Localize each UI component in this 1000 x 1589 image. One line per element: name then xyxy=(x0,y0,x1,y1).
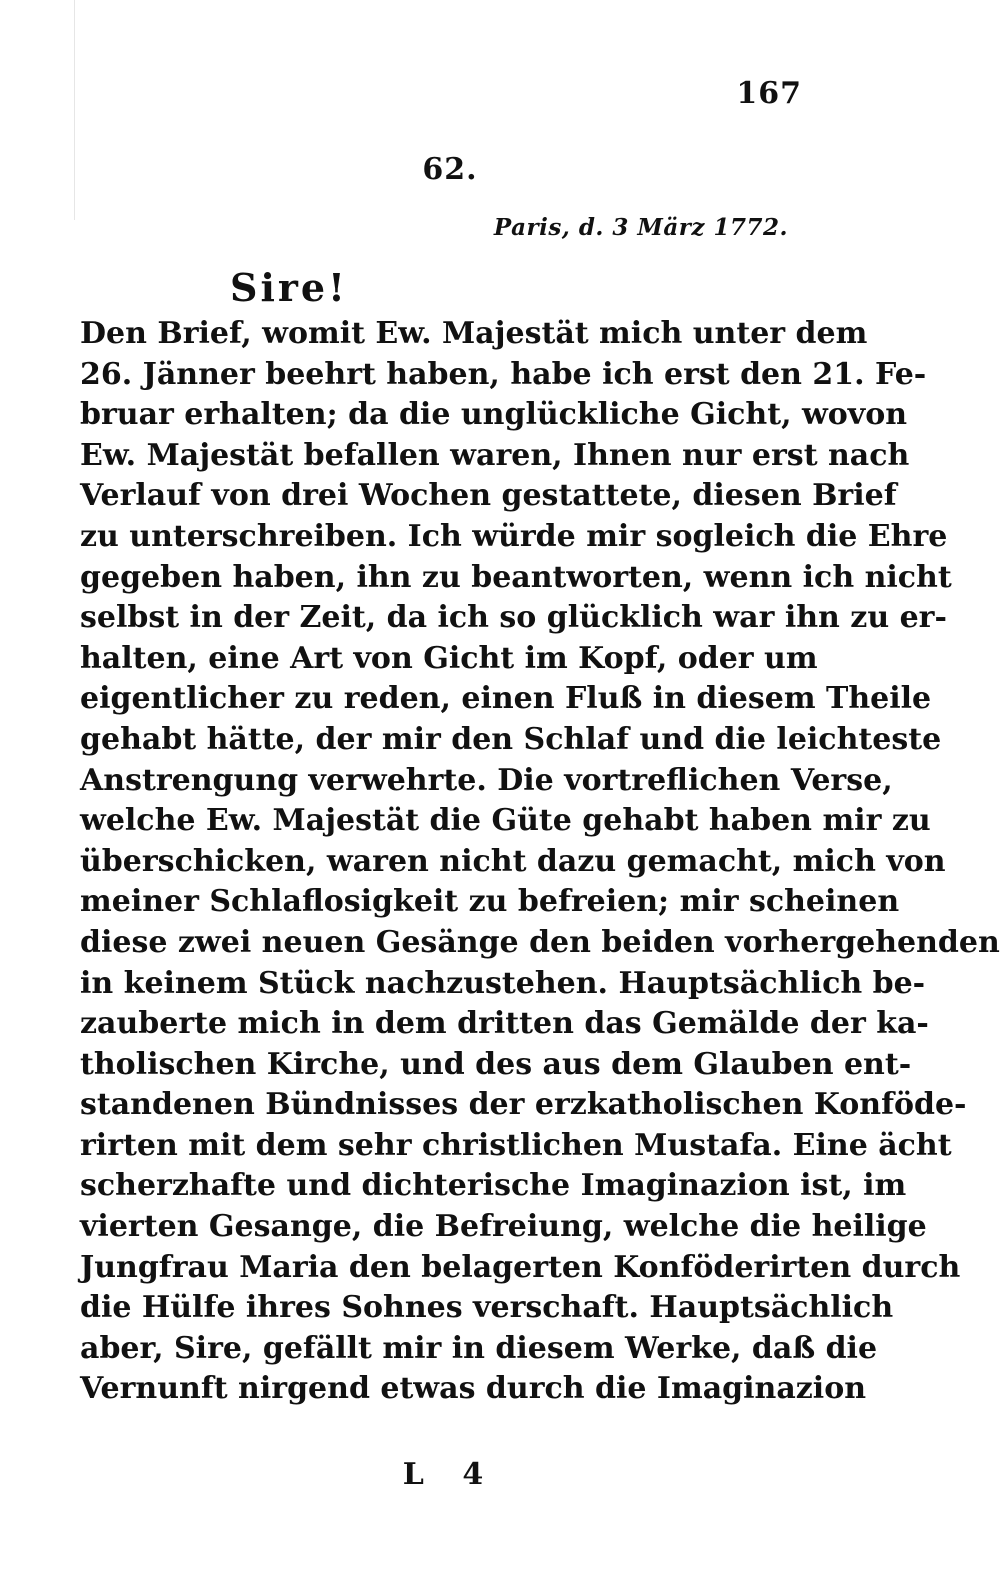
text-line: bruar erhalten; da die unglückliche Gicht, wovon xyxy=(80,397,908,433)
letter-body xyxy=(80,314,1000,1410)
text-line: überschicken, waren nicht dazu gemacht, mich von xyxy=(80,843,946,879)
text-line: standenen Bündnisses der erzkatholischen Konföde- xyxy=(80,1087,967,1123)
text-line: Ew. Majestät befallen waren, Ihnen nur erst nach xyxy=(80,437,910,473)
text-line: rirten mit dem sehr christlichen Mustafa. Eine ächt xyxy=(80,1127,952,1163)
text-line: gegeben haben, ihn zu beantworten, wenn ich nicht xyxy=(80,559,952,595)
text-line: zauberte mich in dem dritten das Gemälde der ka- xyxy=(80,1006,929,1042)
text-line: Anstrengung verwehrte. Die vortreflichen Verse, xyxy=(80,762,893,798)
text-line: meiner Schlaflosigkeit zu befreien; mir scheinen xyxy=(80,884,900,920)
text-line: halten, eine Art von Gicht im Kopf, oder um xyxy=(80,640,818,676)
text-line: selbst in der Zeit, da ich so glücklich war ihn zu er- xyxy=(80,600,947,636)
text-line: 26. Jänner beehrt haben, habe ich erst den 21. Fe- xyxy=(80,356,927,392)
text-line: in keinem Stück nachzustehen. Hauptsächlich be- xyxy=(80,965,926,1001)
dateline: Paris, d. 3 März 1772. xyxy=(493,214,788,241)
salutation: Sire! xyxy=(230,265,348,310)
text-line: eigentlicher zu reden, einen Fluß in diesem Theile xyxy=(80,681,932,717)
text-line: welche Ew. Majestät die Güte gehabt haben mir zu xyxy=(80,803,931,839)
text-line: vierten Gesange, die Befreiung, welche die heilige xyxy=(80,1209,927,1245)
text-line: gehabt hätte, der mir den Schlaf und die leichteste xyxy=(80,721,942,757)
text-line: tholischen Kirche, und des aus dem Glauben ent- xyxy=(80,1046,912,1082)
text-line: die Hülfe ihres Sohnes verschaft. Hauptsächlich xyxy=(80,1290,894,1326)
text-line: diese zwei neuen Gesänge den beiden vorhergehenden xyxy=(80,924,1000,960)
signature-mark: L 4 xyxy=(402,1457,498,1492)
text-line: Den Brief, womit Ew. Majestät mich unter dem xyxy=(80,316,868,351)
text-line: zu unterschreiben. Ich würde mir sogleich die Ehre xyxy=(80,518,948,554)
scan-edge-line xyxy=(74,0,75,220)
text-line: Jungfrau Maria den belagerten Konföderirten durch xyxy=(80,1249,961,1285)
letter-number: 62. xyxy=(422,152,478,187)
text-line: scherzhafte und dichterische Imaginazion ist, im xyxy=(80,1168,907,1204)
text-line: Verlauf von drei Wochen gestattete, diesen Brief xyxy=(80,478,897,514)
text-line: aber, Sire, gefällt mir in diesem Werke, daß die xyxy=(80,1330,878,1366)
page-number: 167 xyxy=(736,76,802,111)
text-line: Vernunft nirgend etwas durch die Imaginazion xyxy=(80,1371,867,1407)
